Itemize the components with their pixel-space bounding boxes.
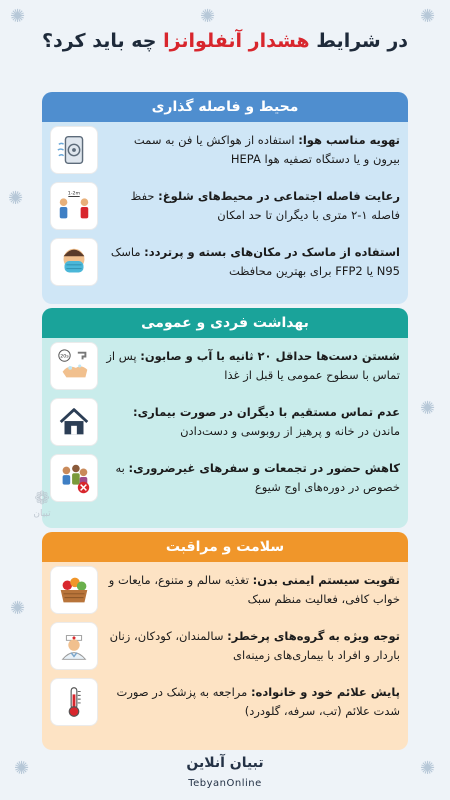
section-hygiene bbox=[42, 308, 408, 528]
virus-decoration-icon: ✺ bbox=[420, 6, 436, 27]
nurse-icon bbox=[50, 622, 98, 670]
list-item bbox=[42, 394, 408, 450]
item-heading: تهویه مناسب هوا: bbox=[298, 133, 400, 147]
item-heading: کاهش حضور در تجمعات و سفرهای غیرضروری: bbox=[128, 461, 400, 475]
healthy-food-basket-icon bbox=[50, 566, 98, 614]
virus-decoration-icon: ✺ bbox=[10, 6, 26, 27]
item-text: به خصوص در دوره‌های اوج شیوع bbox=[115, 461, 400, 494]
hand-washing-icon bbox=[50, 342, 98, 390]
list-item bbox=[42, 674, 408, 730]
house-icon bbox=[50, 398, 98, 446]
item-heading: شستن دست‌ها حداقل ۲۰ ثانیه با آب و صابون: bbox=[140, 349, 400, 363]
item-heading: تقویت سیستم ایمنی بدن: bbox=[252, 573, 400, 587]
logo-en-text: TebyanOnline bbox=[188, 778, 262, 789]
list-item bbox=[42, 450, 408, 506]
item-text: ماسک N95 یا FFP2 برای بهترین محافظت bbox=[110, 245, 400, 278]
list-item bbox=[42, 618, 408, 674]
item-text: مراجعه به پزشک در صورت شدت علائم (تب، سرفه، گلودرد) bbox=[116, 685, 400, 718]
virus-decoration-icon: ✺ bbox=[200, 6, 216, 27]
watermark-icon: ❁ bbox=[34, 488, 50, 509]
item-text: سالمندان، کودکان، زنان باردار و افراد با بیماری‌های زمینه‌ای bbox=[109, 629, 400, 662]
thermometer-icon bbox=[50, 678, 98, 726]
watermark bbox=[22, 488, 62, 519]
item-heading: رعایت فاصله اجتماعی در محیط‌های شلوغ: bbox=[158, 189, 400, 203]
face-mask-icon bbox=[50, 238, 98, 286]
item-heading: عدم تماس مستقیم با دیگران در صورت بیماری: bbox=[133, 405, 400, 419]
section-health-care bbox=[42, 532, 408, 750]
virus-decoration-icon: ✺ bbox=[14, 758, 30, 779]
item-text: پس از تماس با سطوح عمومی یا قبل از غذا bbox=[106, 349, 400, 382]
title-part-3: چه باید کرد؟ bbox=[41, 30, 164, 52]
section-header: بهداشت فردی و عمومی bbox=[42, 308, 408, 338]
virus-decoration-icon: ✺ bbox=[420, 398, 436, 419]
watermark-text: تبیان bbox=[33, 509, 51, 519]
list-item bbox=[42, 178, 408, 234]
list-item bbox=[42, 234, 408, 290]
list-item bbox=[42, 562, 408, 618]
list-item bbox=[42, 122, 408, 178]
item-text: تغذیه سالم و متنوع، مایعات و خواب کافی، فعالیت منظم سبک bbox=[108, 573, 400, 606]
item-heading: پایش علائم خود و خانواده: bbox=[250, 685, 400, 699]
title-part-1: در شرایط bbox=[309, 30, 409, 52]
social-distance-icon bbox=[50, 182, 98, 230]
air-purifier-icon bbox=[50, 126, 98, 174]
item-heading: استفاده از ماسک در مکان‌های بسته و پرتردد: bbox=[144, 245, 400, 259]
item-text: استفاده از هواکش یا فن به سمت بیرون و یا دستگاه تصفیه هوا HEPA bbox=[133, 133, 400, 166]
section-environment bbox=[42, 92, 408, 304]
virus-decoration-icon: ✺ bbox=[8, 188, 24, 209]
distance-label: 1-2m bbox=[67, 191, 81, 197]
virus-decoration-icon: ✺ bbox=[420, 758, 436, 779]
item-heading: توجه ویژه به گروه‌های پرخطر: bbox=[227, 629, 400, 643]
title-highlight: هشدار آنفلوانزا bbox=[163, 30, 310, 52]
item-text: حفظ فاصله ۱-۲ متری با دیگران تا حد امکان bbox=[130, 189, 400, 222]
timer-label: 20s bbox=[60, 354, 69, 360]
virus-decoration-icon: ✺ bbox=[10, 598, 26, 619]
item-text: ماندن در خانه و پرهیز از روبوسی و دست‌دادن bbox=[180, 424, 400, 438]
list-item bbox=[42, 338, 408, 394]
logo-fa-text: تبیان آنلاین bbox=[186, 755, 264, 771]
brand-logo bbox=[0, 755, 450, 790]
section-header: سلامت و مراقبت bbox=[42, 532, 408, 562]
page-title bbox=[10, 30, 440, 52]
section-header: محیط و فاصله گذاری bbox=[42, 92, 408, 122]
